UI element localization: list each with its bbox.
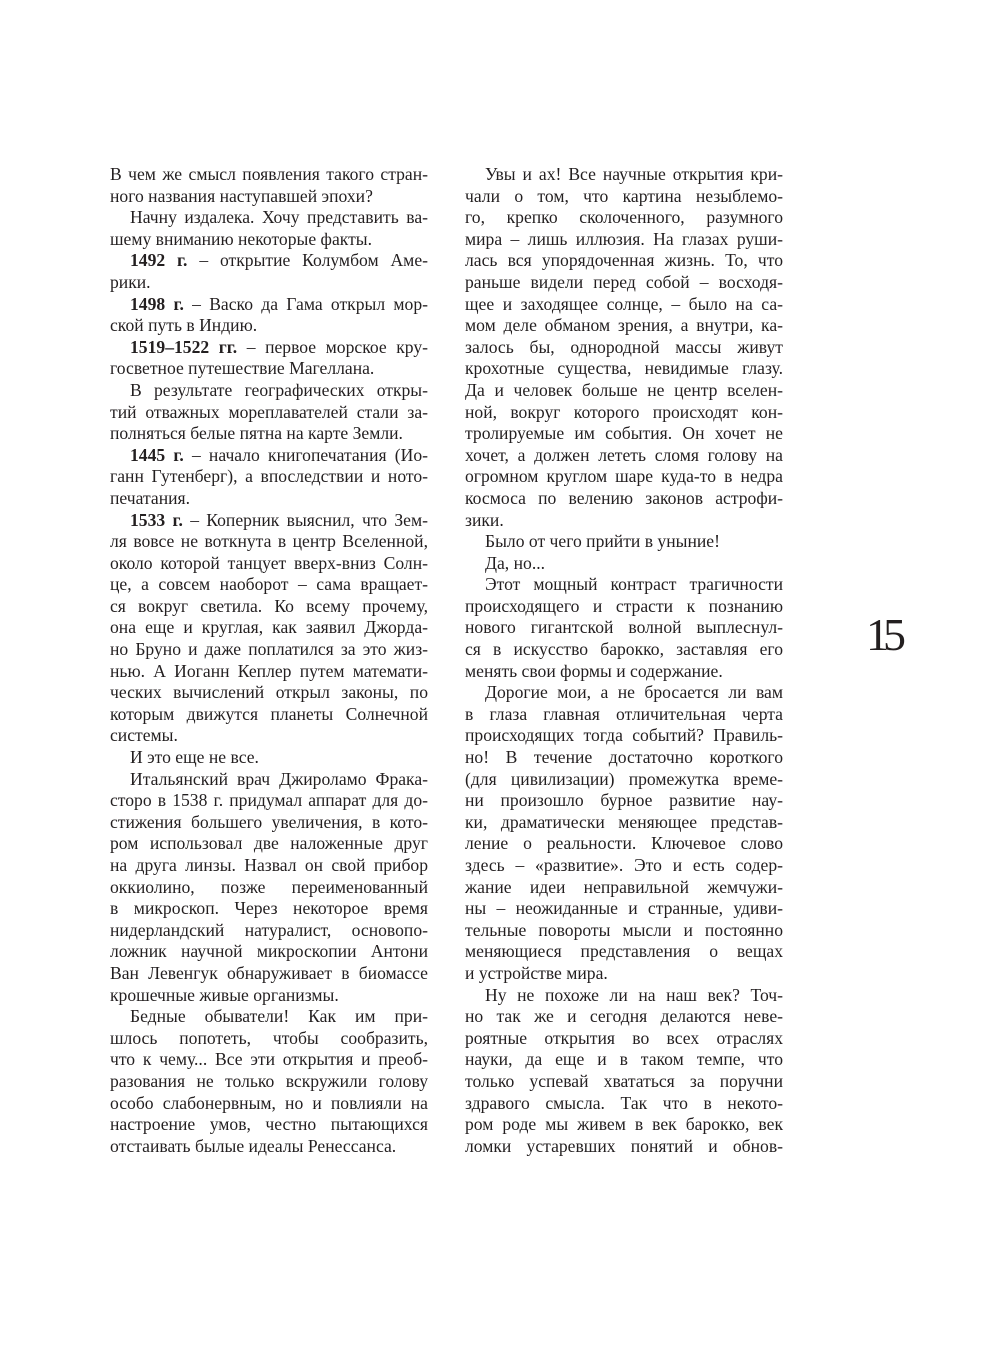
line-text: лась вся упорядоченная жизнь. То, что	[465, 250, 783, 271]
text-line	[110, 941, 428, 963]
text-line	[110, 769, 428, 791]
line-text: оккиолино, позже переименованный	[110, 876, 428, 897]
text-line	[465, 207, 783, 229]
line-text: чали о том, что картина незыблемо-	[465, 185, 783, 206]
line-text: – первое морское кру-	[237, 336, 429, 357]
line-text: ной, вокруг которого происходят кон-	[465, 401, 783, 422]
page-number: 15	[866, 609, 900, 660]
line-text: стижения большего увеличения, в кото-	[110, 811, 428, 832]
text-line	[465, 315, 783, 337]
text-line	[110, 164, 428, 186]
text-line	[110, 596, 428, 618]
text-line	[465, 790, 783, 812]
line-text: печатания.	[110, 487, 191, 508]
text-line	[110, 531, 428, 553]
text-line	[110, 920, 428, 942]
line-text: в микроскоп. Через некоторое время	[110, 898, 428, 919]
text-line	[465, 164, 783, 186]
text-line	[110, 207, 428, 229]
text-line	[465, 985, 783, 1007]
line-text: крошечные живые организмы.	[110, 984, 339, 1005]
text-line	[465, 661, 783, 683]
text-line	[110, 898, 428, 920]
text-line	[465, 466, 783, 488]
line-text: ческих вычислений открыл законы, по	[110, 682, 428, 703]
line-text: ки, драматически меняющее представ-	[465, 811, 783, 832]
line-text: но! В течение достаточно короткого	[465, 747, 783, 768]
line-text: нидерландский натуралист, основопо-	[110, 919, 428, 940]
text-line	[465, 294, 783, 316]
line-text: здесь – «развитие». Это и есть содер-	[465, 855, 783, 875]
text-line	[110, 553, 428, 575]
text-line	[110, 877, 428, 899]
line-text: госветное путешествие Магеллана.	[110, 358, 375, 379]
text-line	[465, 1071, 783, 1093]
text-line	[110, 466, 428, 488]
text-line	[465, 574, 783, 596]
text-line	[465, 380, 783, 402]
line-text: тельные повороты мысли и постоянно	[465, 919, 783, 940]
line-text: шему вниманию некоторые факты.	[110, 228, 372, 249]
text-line	[465, 531, 783, 553]
text-line	[110, 682, 428, 704]
line-text: (для цивилизации) промежутка време-	[465, 768, 783, 789]
line-text: зики.	[465, 509, 504, 530]
date-label: 1445 г.	[130, 444, 184, 465]
text-line	[465, 963, 783, 985]
text-line	[465, 639, 783, 661]
line-text: тий отважных мореплавателей стали за-	[110, 401, 428, 422]
text-line	[465, 250, 783, 272]
line-text: шлось попотеть, чтобы сообразить,	[110, 1027, 428, 1048]
line-text: ром роде мы живем в век барокко, век	[465, 1114, 783, 1135]
text-line	[465, 272, 783, 294]
date-label: 1519–1522 гг.	[130, 336, 238, 357]
line-text: Дорогие мои, а не бросается ли вам	[485, 682, 783, 703]
text-line	[465, 812, 783, 834]
text-line	[110, 1136, 428, 1158]
line-text: залось бы, однородной массы живут	[465, 336, 783, 357]
text-line	[465, 704, 783, 726]
line-text: ложник научной микроскопии Антони	[110, 941, 428, 962]
line-text: роятные открытия во всех отраслях	[465, 1027, 783, 1048]
line-text: мира – лишь иллюзия. На глазах руши-	[465, 228, 783, 249]
line-text: це, а совсем наоборот – сама вращает-	[110, 574, 428, 595]
line-text: которым движутся планеты Солнечной	[110, 703, 428, 724]
line-text: В чем же смысл появления такого стран-	[110, 164, 428, 184]
line-text: отстаивать былые идеалы Ренессанса.	[110, 1135, 397, 1156]
text-line	[465, 229, 783, 251]
text-line	[110, 1114, 428, 1136]
text-line	[465, 488, 783, 510]
line-text: но так же и сегодня делаются неве-	[465, 1006, 783, 1027]
line-text: Этот мощный контраст трагичности	[485, 574, 783, 595]
line-text: ного названия наступавшей эпохи?	[110, 185, 373, 206]
text-line	[110, 812, 428, 834]
text-line	[465, 833, 783, 855]
line-text: Ну не похоже ли на наш век? Точ-	[485, 984, 783, 1005]
line-text: разования не только вскружили голову	[110, 1070, 428, 1091]
line-text: рики.	[110, 271, 151, 292]
left-column	[110, 164, 428, 1157]
line-text: полняться белые пятна на карте Земли.	[110, 423, 403, 444]
line-text: ром использовал две наложенные друг	[110, 833, 428, 854]
text-line	[110, 639, 428, 661]
line-text: что к чему... Все эти открытия и преоб-	[110, 1049, 428, 1070]
text-line	[110, 1006, 428, 1028]
line-text: Да, но...	[485, 552, 546, 573]
line-text: В результате географических откры-	[130, 379, 428, 400]
text-line	[110, 229, 428, 251]
text-line	[110, 833, 428, 855]
line-text: Итальянский врач Джироламо Фрака-	[130, 768, 428, 789]
line-text: нью. А Иоганн Кеплер путем математи-	[110, 660, 428, 681]
text-line	[110, 1028, 428, 1050]
line-text: системы.	[110, 725, 178, 746]
line-text: она еще и круглая, как заявил Джорда-	[110, 617, 428, 638]
text-line	[465, 1006, 783, 1028]
line-text: около которой танцует вверх-вниз Солн-	[110, 552, 428, 573]
line-text: науки, да еще и в таком темпе, что	[465, 1049, 783, 1070]
line-text: ны – неожиданные и странные, удиви-	[465, 898, 783, 919]
line-text: огромном круглом шаре куда-то в недра	[465, 466, 783, 487]
line-text: жание идеи неправильной жемчужи-	[465, 876, 783, 897]
line-text: щее и заходящее солнце, – было на са-	[465, 293, 783, 314]
text-line	[465, 1049, 783, 1071]
line-text: настроение умов, честно пытающихся	[110, 1114, 428, 1135]
text-line	[110, 250, 428, 272]
text-line	[110, 423, 428, 445]
line-text: ни произошло бурное развитие нау-	[465, 790, 783, 811]
text-line	[110, 186, 428, 208]
text-line	[465, 1114, 783, 1136]
text-line	[110, 661, 428, 683]
text-line	[110, 445, 428, 467]
line-text: Начну издалека. Хочу представить ва-	[130, 207, 428, 228]
line-text: ломки устаревших понятий и обнов-	[465, 1135, 783, 1156]
text-line	[465, 596, 783, 618]
text-line	[110, 402, 428, 424]
text-line	[110, 294, 428, 316]
line-text: происходящих тогда событий? Правиль-	[465, 725, 783, 746]
text-line	[465, 553, 783, 575]
line-text: но Бруно и даже поплатился за это жиз-	[110, 639, 428, 660]
line-text: в глаза главная отличительная черта	[465, 703, 783, 724]
text-line	[110, 1071, 428, 1093]
date-label: 1498 г.	[130, 293, 184, 314]
line-text: Было от чего прийти в уныние!	[485, 531, 720, 552]
line-text: – Коперник выяснил, что Зем-	[182, 509, 428, 530]
text-line	[465, 747, 783, 769]
line-text: Да и человек больше не центр вселен-	[465, 379, 783, 400]
text-line	[110, 1049, 428, 1071]
text-line	[465, 1136, 783, 1158]
text-line	[110, 315, 428, 337]
line-text: ся вокруг светила. Ко всему прочему,	[110, 595, 428, 616]
text-line	[110, 985, 428, 1007]
line-text: здравого смысла. Так что в некото-	[465, 1092, 783, 1113]
line-text: ся в искусство барокко, заставляя его	[465, 639, 783, 660]
line-text: особо слабонервным, но и повлияли на	[110, 1092, 428, 1113]
line-text: мом деле обманом зрения, а внутри, ка-	[465, 315, 783, 336]
text-line	[465, 617, 783, 639]
line-text: космоса по велению законов астрофи-	[465, 487, 783, 508]
text-line	[465, 337, 783, 359]
line-text: сторо в 1538 г. придумал аппарат для до-	[110, 790, 428, 811]
text-line	[110, 725, 428, 747]
line-text: ление о реальности. Ключевое слово	[465, 833, 783, 854]
line-text: – начало книгопечатания (Ио-	[183, 444, 428, 465]
text-line	[110, 790, 428, 812]
text-line	[465, 877, 783, 899]
line-text: ганн Гутенберг), а впоследствии и ното-	[110, 466, 428, 487]
line-text: го, крепко сколоченного, разумного	[465, 207, 783, 228]
line-text: крохотные существа, невидимые глазу.	[465, 358, 783, 379]
text-line	[110, 488, 428, 510]
line-text: меняющиеся представления о вещах	[465, 941, 783, 962]
text-line	[110, 855, 428, 877]
text-line	[465, 941, 783, 963]
line-text: нового гигантской волной выплеснул-	[465, 617, 783, 638]
text-line	[465, 855, 783, 877]
text-line	[110, 574, 428, 596]
text-line	[465, 445, 783, 467]
line-text: – Васко да Гама открыл мор-	[183, 293, 428, 314]
text-line	[465, 769, 783, 791]
line-text: ля вовсе не воткнута в центр Вселенной,	[110, 531, 428, 552]
text-line	[110, 704, 428, 726]
line-text: раньше видели перед собой – восходя-	[465, 271, 783, 292]
line-text: Ван Левенгук обнаруживает в биомассе	[110, 962, 428, 983]
text-line	[110, 510, 428, 532]
line-text: И это еще не все.	[130, 747, 259, 768]
line-text: только успевай хвататься за поручни	[465, 1070, 783, 1091]
line-text: и устройстве мира.	[465, 962, 608, 983]
line-text: – открытие Колумбом Аме-	[187, 250, 428, 271]
text-line	[110, 358, 428, 380]
text-line	[110, 272, 428, 294]
text-line	[465, 186, 783, 208]
text-line	[465, 510, 783, 532]
date-label: 1492 г.	[130, 250, 188, 271]
right-column	[465, 164, 783, 1157]
line-text: Увы и ах! Все научные открытия кри-	[485, 164, 783, 184]
text-line	[465, 402, 783, 424]
line-text: хочет, а должен лететь сломя голову на	[465, 444, 783, 465]
text-line	[110, 337, 428, 359]
text-line	[465, 423, 783, 445]
text-line	[110, 1093, 428, 1115]
text-line	[110, 963, 428, 985]
line-text: происходящего и страсти к познанию	[465, 595, 783, 616]
text-line	[465, 725, 783, 747]
text-line	[110, 617, 428, 639]
text-line	[465, 682, 783, 704]
text-line	[110, 380, 428, 402]
line-text: менять свои формы и содержание.	[465, 660, 723, 681]
text-line	[465, 898, 783, 920]
date-label: 1533 г.	[130, 509, 183, 530]
text-line	[465, 1028, 783, 1050]
text-line	[465, 358, 783, 380]
line-text: Бедные обыватели! Как им при-	[130, 1006, 428, 1027]
text-line	[465, 1093, 783, 1115]
text-line	[465, 920, 783, 942]
text-line	[110, 747, 428, 769]
line-text: тролируемые им события. Он хочет не	[465, 423, 783, 444]
line-text: на друга линзы. Назвал он свой прибор	[110, 855, 428, 875]
line-text: ской путь в Индию.	[110, 315, 258, 336]
